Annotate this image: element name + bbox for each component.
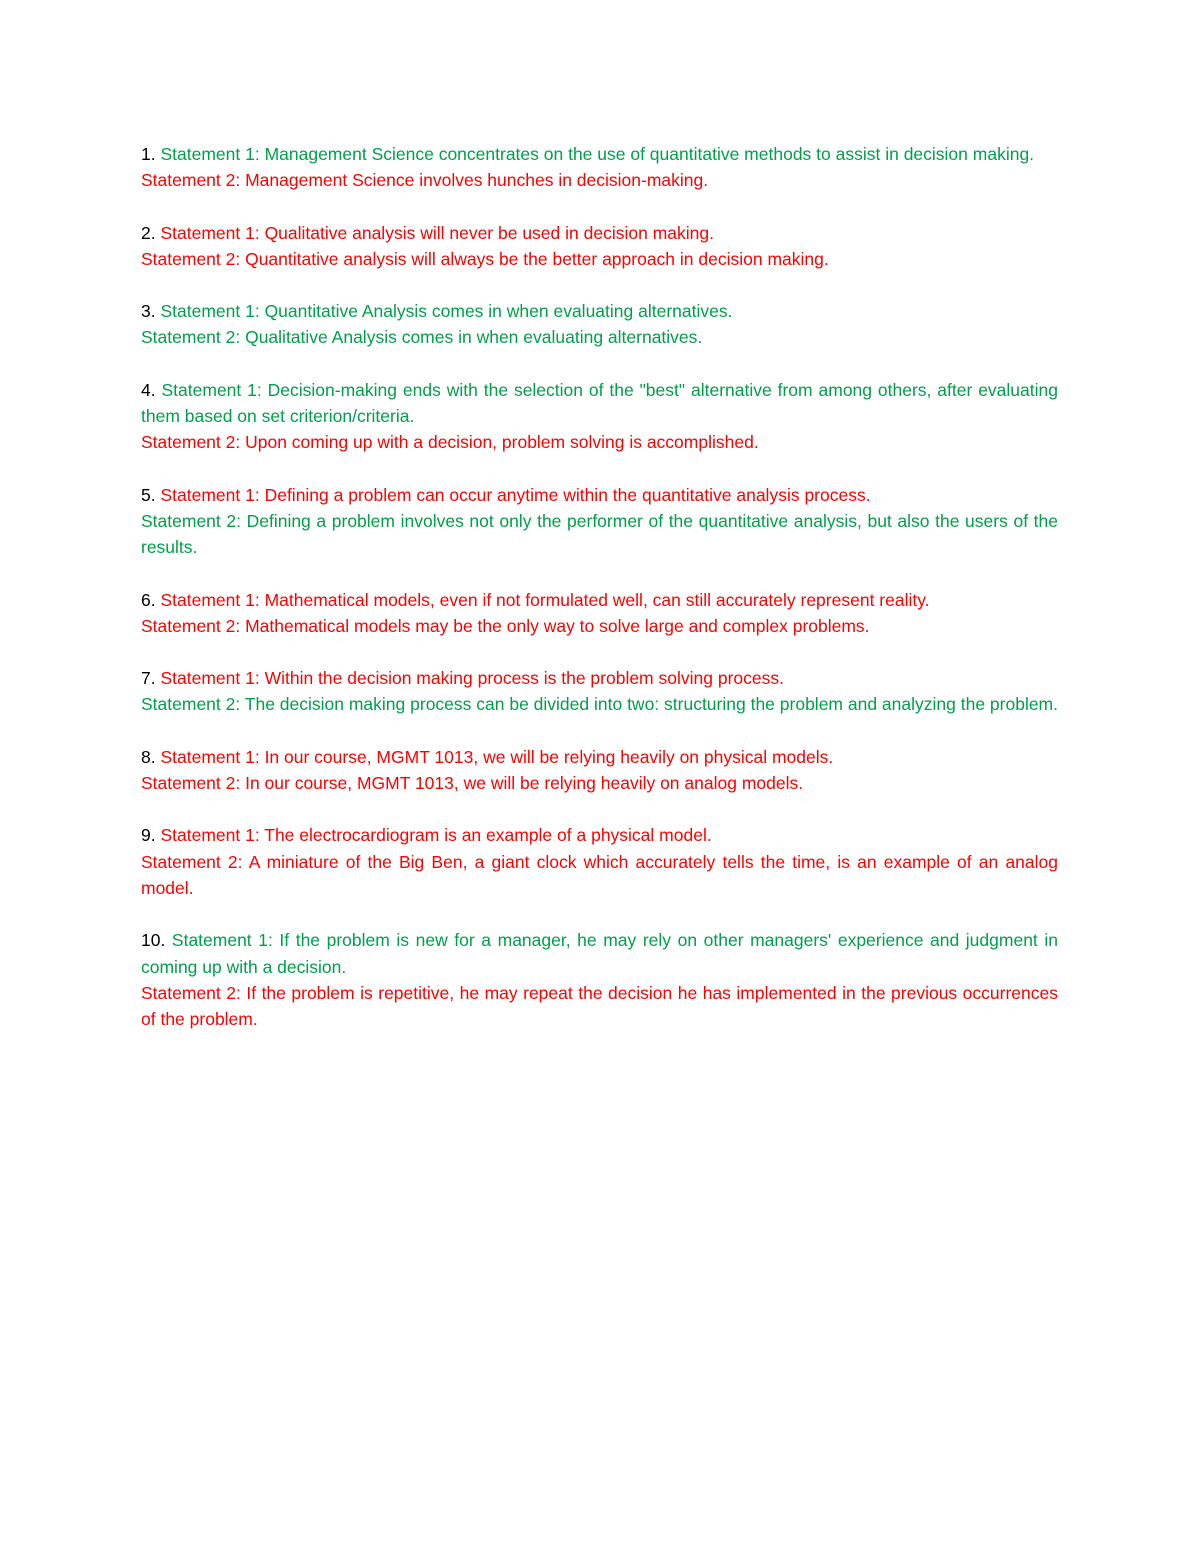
statement-2 <box>141 980 1058 1033</box>
question-item <box>141 587 1058 640</box>
statement-text: Statement 1: Mathematical models, even if not formulated well, can still accurately represent reality. <box>160 589 930 610</box>
statement-1 <box>141 482 1058 508</box>
statement-1 <box>141 377 1058 430</box>
question-item <box>141 822 1058 901</box>
statement-2 <box>141 246 1058 272</box>
statement-text: Statement 1: Defining a problem can occur anytime within the quantitative analysis process. <box>160 484 871 505</box>
statements-list <box>141 141 1058 1058</box>
question-number: 5. <box>141 484 156 505</box>
question-item <box>141 141 1058 194</box>
statement-1 <box>141 298 1058 324</box>
question-number: 1. <box>141 144 156 164</box>
statement-text: Statement 1: Qualitative analysis will never be used in decision making. <box>160 222 714 243</box>
statement-text: Statement 2: The decision making process can be divided into two: structuring the problem and analyzing the problem. <box>141 694 1058 715</box>
statement-2 <box>141 508 1058 561</box>
statement-text: Statement 1: The electrocardiogram is an example of a physical model. <box>160 825 712 846</box>
statement-text: Statement 1: Quantitative Analysis comes in when evaluating alternatives. <box>160 301 733 322</box>
statement-text: Statement 2: Mathematical models may be the only way to solve large and complex problems. <box>141 615 870 636</box>
statement-2 <box>141 770 1058 796</box>
statement-text: Statement 1: If the problem is new for a manager, he may rely on other managers' experience and judgment in coming up with a decision. <box>141 930 1058 977</box>
statement-1 <box>141 220 1058 246</box>
statement-1 <box>141 141 1058 167</box>
question-number: 6. <box>141 589 156 610</box>
question-item <box>141 298 1058 351</box>
question-number: 3. <box>141 301 156 322</box>
statement-1 <box>141 665 1058 691</box>
question-number: 10. <box>141 930 166 951</box>
statement-text: Statement 2: A miniature of the Big Ben, a giant clock which accurately tells the time, is an example of an analog model. <box>141 851 1058 898</box>
statement-text: Statement 2: Qualitative Analysis comes in when evaluating alternatives. <box>141 327 703 348</box>
statement-text: Statement 1: In our course, MGMT 1013, we will be relying heavily on physical models. <box>160 746 834 767</box>
statement-text: Statement 1: Management Science concentrates on the use of quantitative methods to assist in decision making. <box>160 144 1035 164</box>
question-item <box>141 220 1058 273</box>
statement-text: Statement 1: Within the decision making process is the problem solving process. <box>160 668 784 689</box>
statement-text: Statement 2: Upon coming up with a decision, problem solving is accomplished. <box>141 432 759 453</box>
statement-text: Statement 2: Defining a problem involves not only the performer of the quantitative analysis, but also the users of the results. <box>141 510 1058 558</box>
question-number: 9. <box>141 825 156 846</box>
statement-2 <box>141 429 1058 455</box>
statement-1 <box>141 822 1058 848</box>
statement-2 <box>141 691 1058 717</box>
question-item <box>141 377 1058 456</box>
question-number: 7. <box>141 668 156 689</box>
statement-text: Statement 2: In our course, MGMT 1013, we will be relying heavily on analog models. <box>141 773 804 794</box>
statement-2 <box>141 613 1058 639</box>
question-number: 8. <box>141 746 156 767</box>
statement-2 <box>141 849 1058 902</box>
question-item <box>141 927 1058 1032</box>
statement-1 <box>141 587 1058 613</box>
statement-2 <box>141 324 1058 350</box>
statement-text: Statement 1: Decision-making ends with the selection of the "best" alternative from among others, after evaluating them based on set criterion/criteria. <box>141 379 1058 427</box>
question-item <box>141 744 1058 797</box>
statement-2 <box>141 167 1058 193</box>
question-item <box>141 482 1058 561</box>
statement-text: Statement 2: Quantitative analysis will always be the better approach in decision making. <box>141 248 829 269</box>
statement-text: Statement 2: If the problem is repetitive, he may repeat the decision he has implemented in the previous occurrences of the problem. <box>141 982 1058 1030</box>
question-number: 4. <box>141 379 156 400</box>
statement-1 <box>141 927 1058 980</box>
statement-text: Statement 2: Management Science involves hunches in decision-making. <box>141 170 709 191</box>
statement-1 <box>141 744 1058 770</box>
question-number: 2. <box>141 222 156 243</box>
question-item <box>141 665 1058 718</box>
